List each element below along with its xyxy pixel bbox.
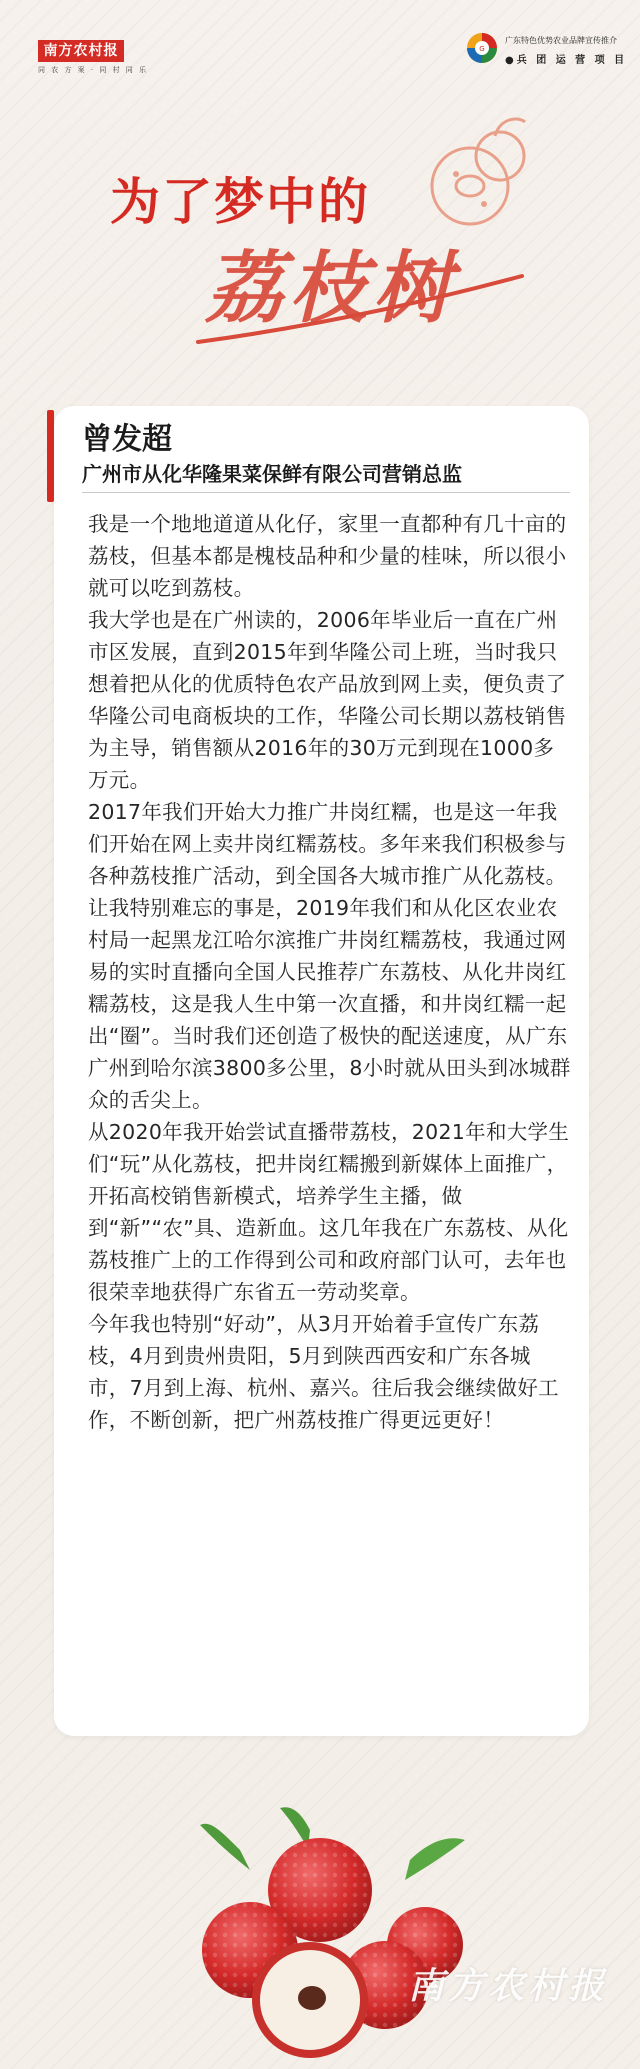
lychee-outline-icon (400, 108, 550, 238)
project-logo-icon (464, 30, 500, 66)
paragraph: 从2020年我开始尝试直播带荔枝，2021年和大学生们“玩”从化荔枝，把井岗红糯搬到新媒体上面推广，开拓高校销售新模式，培养学生主播，做到“新”“农”具、造新血。这几年我在广东荔枝、从化荔枝推广上的工作得到公司和政府部门认可，去年也很荣幸地获得广东省五一劳动奖章。 (88, 1120, 570, 1304)
paragraph: 今年我也特别“好动”，从3月开始着手宣传广东荔枝，4月到贵州贵阳，5月到陕西西安和广东各城市，7月到上海、杭州、嘉兴。往后我会继续做好工作，不断创新，把广州荔枝推广得更远更好！ (88, 1312, 559, 1432)
page-subtitle: 荔枝树 (205, 243, 458, 334)
svg-text:G: G (479, 45, 485, 53)
paragraph: 我大学也是在广州读的，2006年毕业后一直在广州市区发展，直到2015年到华隆公司上班，当时我只想着把从化的优质特色农产品放到网上卖，便负责了华隆公司电商板块的工作，华隆公司长期以荔枝销售为主导，销售额从2016年的30万元到现在1000多万元。 (88, 608, 567, 792)
paragraph: 2017年我们开始大力推广井岗红糯，也是这一年我们开始在网上卖井岗红糯荔枝。多年来我们积极参与各种荔枝推广活动，到全国各大城市推广从化荔枝。 (88, 800, 567, 888)
brand-slogan: 同 农 方 案 · 同 村 同 乐 (38, 66, 149, 74)
page-title: 为了梦中的 (110, 173, 370, 231)
project-title: 广东特色优势农业品牌宣传推介 (505, 36, 617, 45)
article-body (88, 508, 572, 1436)
project-subtitle: ●兵 团 运 营 项 目 (505, 55, 628, 66)
person-name: 曾发超 (82, 422, 172, 457)
lychee-cluster-image (180, 1800, 480, 2069)
accent-bar (47, 410, 54, 502)
footer-brand-watermark: 南方农村报 (408, 1965, 609, 2007)
brand-logo: 南方农村报 (38, 40, 124, 62)
paragraph: 我是一个地地道道从化仔，家里一直都种有几十亩的荔枝，但基本都是槐枝品种和少量的桂味，所以很小就可以吃到荔枝。 (88, 512, 567, 600)
person-role: 广州市从化华隆果菜保鲜有限公司营销总监 (82, 462, 462, 486)
brush-stroke-decoration (196, 270, 526, 350)
paragraph: 让我特别难忘的事是，2019年我们和从化区农业农村局一起黑龙江哈尔滨推广井岗红糯荔枝，我通过网易的实时直播向全国人民推荐广东荔枝、从化井岗红糯荔枝，这是我人生中第一次直播，和井岗红糯一起出“圈”。当时我们还创造了极快的配送速度，从广东广州到哈尔滨3800多公里，8小时就从田头到冰城群众的舌尖上。 (88, 896, 571, 1112)
divider (82, 492, 570, 493)
